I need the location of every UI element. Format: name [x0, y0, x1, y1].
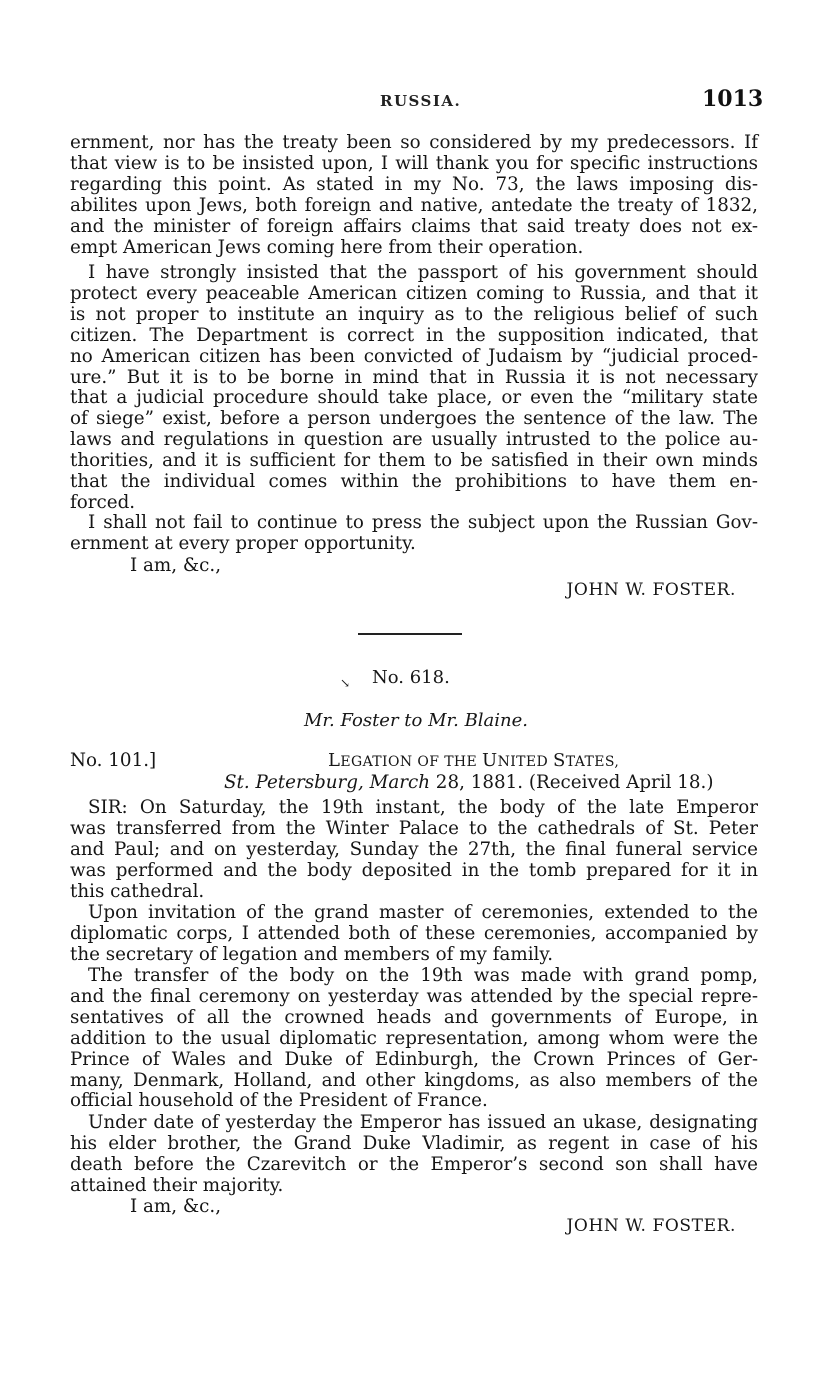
- legation-initial-u: U: [482, 750, 498, 771]
- text-line: official household of the President of France.: [70, 1090, 488, 1112]
- text-line: I have strongly insisted that the passport of his government should: [88, 262, 758, 283]
- text-line: abilites upon Jews, both foreign and native, antedate the treaty of 1832,: [70, 194, 758, 216]
- running-title: RUSSIA.: [380, 92, 462, 110]
- legation-initial-s: S: [553, 750, 566, 771]
- text-line: is not proper to institute an inquiry as to the religious belief of such: [70, 303, 758, 325]
- legation-word: NITED: [497, 754, 554, 770]
- legation-heading: [328, 750, 619, 771]
- text-line: was transferred from the Winter Palace to the cathedrals of St. Peter: [70, 817, 758, 839]
- letter2-paragraph-2: [70, 903, 758, 966]
- letter1-paragraph-1: [70, 133, 758, 258]
- document-number: No. 618.: [372, 667, 450, 688]
- text-line: Upon invitation of the grand master of ceremonies, extended to the: [88, 902, 758, 923]
- letter1-signature: JOHN W. FOSTER.: [566, 580, 736, 600]
- margin-mark-icon: ↘: [340, 676, 351, 690]
- text-line: regarding this point. As stated in my No. 73, the laws imposing dis-: [70, 173, 758, 195]
- text-line: the secretary of legation and members of my family.: [70, 943, 554, 965]
- text-line: citizen. The Department is correct in the supposition indicated, that: [70, 324, 758, 346]
- text-line: SIR: On Saturday, the 19th instant, the body of the late Emperor: [88, 797, 758, 818]
- letter1-paragraph-3: [70, 513, 758, 555]
- text-line: I shall not fail to continue to press the subject upon the Russian Gov-: [88, 512, 758, 533]
- legation-initial-l: L: [328, 750, 341, 771]
- dateline: [224, 772, 713, 793]
- text-line: attained their majority.: [70, 1174, 284, 1196]
- text-line: many, Denmark, Holland, and other kingdoms, as also members of the: [70, 1069, 758, 1091]
- text-line: ernment at every proper opportunity.: [70, 532, 416, 554]
- letter2-paragraph-3: [70, 966, 758, 1112]
- text-line: Prince of Wales and Duke of Edinburgh, the Crown Princes of Ger-: [70, 1048, 758, 1070]
- text-line: this cathedral.: [70, 880, 205, 902]
- text-line: laws and regulations in question are usually intrusted to the police au-: [70, 429, 758, 451]
- text-line: ure.” But it is to be borne in mind that in Russia it is not necessary: [70, 366, 758, 388]
- legation-word: TATES,: [565, 754, 620, 770]
- text-line: and Paul; and on yesterday, Sunday the 27th, the final funeral service: [70, 838, 758, 860]
- text-line: diplomatic corps, I attended both of these ceremonies, accompanied by: [70, 922, 758, 944]
- date-place: St. Petersburg, March: [224, 772, 430, 793]
- date-rest: 28, 1881. (Received April 18.): [430, 772, 714, 793]
- text-line: The transfer of the body on the 19th was made with grand pomp,: [88, 965, 758, 986]
- text-line: that view is to be insisted upon, I will thank you for specific instructions: [70, 152, 758, 174]
- text-line: death before the Czarevitch or the Emperor’s second son shall have: [70, 1153, 758, 1175]
- page-header: [0, 86, 832, 116]
- text-line: no American citizen has been convicted of Judaism by “judicial proced-: [70, 345, 758, 367]
- letter2-paragraph-4: [70, 1113, 758, 1197]
- text-line: Under date of yesterday the Emperor has issued an ukase, designating: [88, 1112, 758, 1133]
- text-line: and the final ceremony on yesterday was attended by the special repre-: [70, 985, 758, 1007]
- letter1-closing: I am, &c.,: [130, 555, 222, 576]
- letter2-signature: JOHN W. FOSTER.: [566, 1216, 736, 1236]
- text-line: and the minister of foreign affairs claims that said treaty does not ex-: [70, 215, 758, 237]
- letter2-paragraph-1: [70, 798, 758, 903]
- text-line: that a judicial procedure should take place, or even the “military state: [70, 387, 758, 409]
- text-line: forced.: [70, 491, 136, 513]
- section-divider: [358, 633, 462, 635]
- legation-word: EGATION OF THE: [340, 754, 483, 770]
- letter2-closing: I am, &c.,: [130, 1196, 222, 1217]
- document-title: Mr. Foster to Mr. Blaine.: [303, 710, 529, 731]
- text-line: protect every peaceable American citizen coming to Russia, and that it: [70, 282, 758, 304]
- text-line: thorities, and it is sufficient for them to be satisfied in their own minds: [70, 450, 758, 472]
- text-line: his elder brother, the Grand Duke Vladimir, as regent in case of his: [70, 1132, 758, 1154]
- letter1-paragraph-2: [70, 263, 758, 514]
- text-line: sentatives of all the crowned heads and governments of Europe, in: [70, 1006, 758, 1028]
- text-line: of siege” exist, before a person undergoes the sentence of the law. The: [70, 408, 758, 430]
- reference-number: No. 101.]: [70, 750, 157, 771]
- page-number: 1013: [702, 86, 764, 112]
- text-line: addition to the usual diplomatic representation, among whom were the: [70, 1027, 758, 1049]
- text-line: ernment, nor has the treaty been so considered by my predecessors. If: [70, 132, 758, 153]
- text-line: empt American Jews coming here from their operation.: [70, 236, 584, 258]
- text-line: was performed and the body deposited in the tomb prepared for it in: [70, 859, 758, 881]
- text-line: that the individual comes within the prohibitions to have them en-: [70, 471, 758, 493]
